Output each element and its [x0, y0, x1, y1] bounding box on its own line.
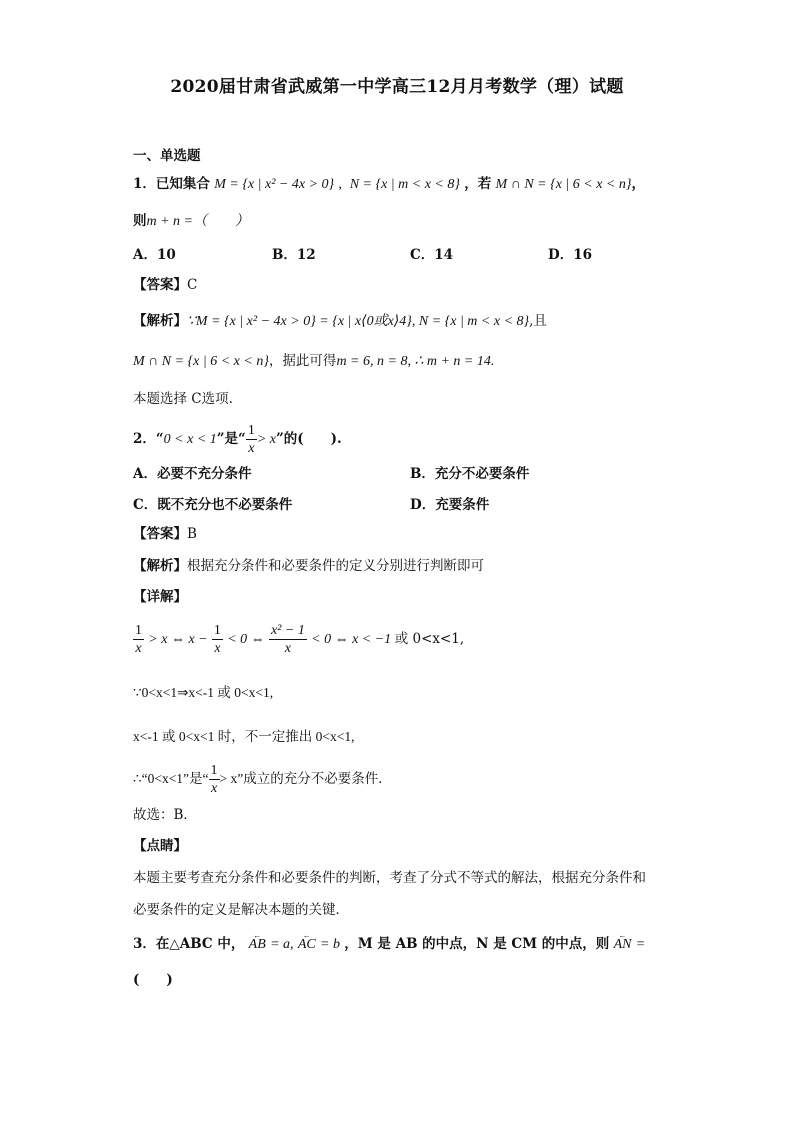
q2-comment-line-1: 本题主要考查充分条件和必要条件的判断，考查了分式不等式的解法，根据充分条件和 [133, 870, 646, 886]
q2-detail-line-2: ∵0<x<1⇒x<-1 或 0<x<1, [133, 685, 274, 700]
q2-comment-tag: 【点睛】 [133, 838, 187, 854]
q3-vector-ab: ← AB [249, 935, 266, 955]
q2-fraction-den: x [248, 441, 255, 456]
q2-choose: 故选：B． [133, 807, 197, 823]
q2-fraction-num: 1 [247, 423, 255, 438]
question-2-number: 2．“ [133, 431, 164, 447]
answer-tag: 【答案】 [133, 526, 187, 542]
q2-detail-tag: 【详解】 [133, 589, 187, 605]
q3-eq-a: = a, [270, 937, 294, 952]
page-title: 2020届甘肃省武威第一中学高三12月月考数学（理）试题 [170, 77, 624, 97]
section-heading: 一、单选题 [133, 148, 201, 164]
q2-fraction [246, 422, 257, 457]
q2-detail-line-4 [133, 760, 392, 798]
q3-eq: = [635, 937, 646, 952]
q2-end-text: ”的( ). [275, 431, 342, 447]
q2-detail-line-4-a: ∴“0<x<1”是“ [133, 771, 209, 786]
q3-vector-ac: ← AC [298, 935, 316, 955]
q2-option-a: A．必要不充分条件 [133, 466, 252, 482]
q2-detail-derivation: $\frac{1}{x}$ > x ⇔ x − $\frac{1}{x}$ < 0 ⇔ $\frac{\text{x² − 1}}{x}$ < 0 ⇔ x < −1 或 0<x<1, [135, 623, 465, 656]
q3-eq-b: = b [320, 937, 340, 952]
q1-analysis-text: ，据此可得 [268, 353, 337, 369]
q1-option-d: D．16 [548, 247, 592, 263]
q1-option-c: C．14 [410, 247, 454, 263]
q1-set-m: M = {x | x² − 4x > 0} [214, 177, 335, 192]
q2-comment-line-2: 必要条件的定义是解决本题的关键． [133, 902, 349, 918]
q2-condition-1: 0 < x < 1 [163, 432, 217, 447]
answer-tag: 【答案】 [133, 277, 187, 293]
q2-detail-line-3: x<-1 或 0<x<1 时，不一定推出 0<x<1, [133, 729, 355, 744]
q1-analysis-line-2 [133, 351, 494, 372]
q2-detail-fraction-num: 1 [210, 763, 218, 779]
q1-intersection: M ∩ N = {x | 6 < x < n} [495, 177, 632, 192]
q2-mid-text: ”是“ [216, 431, 246, 447]
q2-detail-tail: 或 0<x<1, [394, 631, 465, 647]
q1-analysis-result: m = 6, n = 8, ∴ m + n = 14. [336, 354, 495, 369]
analysis-tag: 【解析】 [133, 558, 187, 574]
q2-analysis [133, 556, 484, 576]
question-1-ask [133, 211, 249, 232]
q2-option-d: D．充要条件 [410, 497, 490, 513]
q1-option-a: A．10 [133, 247, 176, 263]
q1-analysis-intersection: M ∩ N = {x | 6 < x < n} [133, 354, 269, 369]
q1-if: 若 [477, 176, 492, 192]
question-2-stem [133, 421, 342, 458]
q1-answer [133, 275, 197, 295]
q2-option-b: B．充分不必要条件 [410, 466, 530, 482]
q2-detail-fraction-den: x [210, 781, 218, 797]
q1-then: 则 [133, 213, 147, 229]
q2-analysis-text: 根据充分条件和必要条件的定义分别进行判断即可 [187, 558, 484, 574]
q1-ask: m + n =（ ） [146, 214, 250, 229]
q1-option-b: B．12 [272, 247, 316, 263]
q3-vector-an: ← AN [614, 935, 632, 955]
question-3-number: 3．在△ABC 中， [133, 936, 245, 952]
q1-analysis-line-3: 本题选择 C选项. [133, 391, 233, 407]
q2-option-c: C．既不充分也不必要条件 [133, 497, 293, 513]
question-3-stem [133, 934, 645, 955]
q3-mid-text: ，M 是 AB 的中点，N 是 CM 的中点，则 [344, 936, 610, 952]
question-1-stem: 1．已知集合 M = {x | x² − 4x > 0} , N = {x | m < x < 8} ，若 M ∩ N = {x | 6 < x < n}， [133, 176, 645, 192]
q3-answer-blank: ( ) [133, 972, 173, 988]
q1-set-n: N = {x | m < x < 8} [349, 177, 460, 192]
q2-detail-line-4-b: > x”成立的充分不必要条件． [219, 771, 392, 786]
question-1-number: 1．已知集合 [133, 176, 210, 192]
q2-answer [133, 524, 197, 544]
analysis-tag: 【解析】 [133, 313, 187, 329]
q2-condition-2-tail: > x [256, 432, 276, 447]
q1-answer-value: C [187, 277, 198, 293]
q2-answer-value: B [187, 526, 197, 542]
q1-analysis-formula: ∵M = {x | x² − 4x > 0} = {x | x⟨0或x⟩4}, N = {x | m < x < 8} [187, 314, 530, 329]
q1-analysis-line-1 [133, 311, 547, 332]
q1-analysis-and: ,且 [529, 313, 547, 329]
